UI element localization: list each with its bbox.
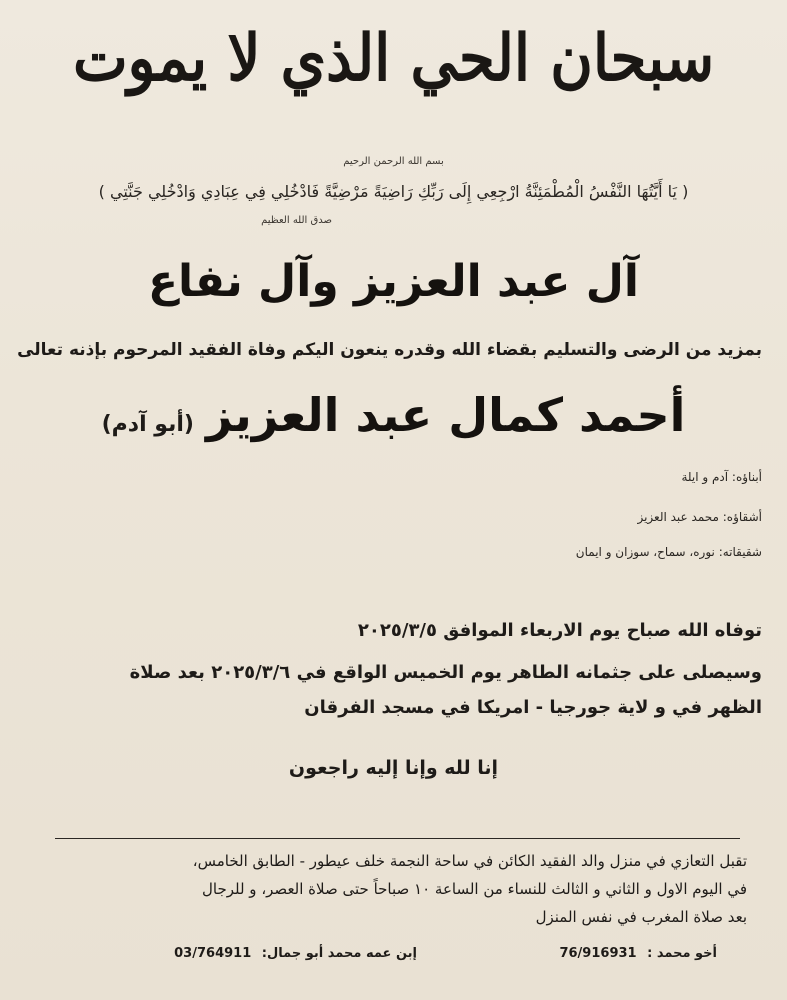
brother-contact-label: أخو محمد : — [647, 946, 717, 961]
closing-phrase: إنا لله وإنا إليه راجعون — [288, 757, 499, 779]
deceased-nickname: (أبو آدم) — [101, 412, 194, 437]
cousin-phone-number: 03/764911 — [174, 946, 252, 961]
family-names: آل عبد العزيز وآل نفاع — [147, 256, 640, 307]
brothers-line: أشقاؤه: محمد عبد العزيز — [637, 510, 762, 524]
divider-line — [55, 838, 740, 839]
brother-contact — [559, 946, 717, 961]
cousin-contact-label: إبن عمه محمد أبو جمال: — [261, 946, 417, 961]
funeral-prayer-line-1: وسيصلى على جثمانه الطاهر يوم الخميس الواقع في ٢٠٢٥/٣/٦ بعد صلاة — [129, 662, 762, 683]
announcement-text: بمزيد من الرضى والتسليم بقضاء الله وقدره ينعون اليكم وفاة الفقيد المرحوم بإذنه تعالى — [17, 340, 762, 360]
sisters-line: شقيقاته: نوره، سماح، سوزان و ايمان — [575, 545, 762, 559]
quran-verse: ( يَا أَيَّتُهَا النَّفْسُ الْمُطْمَئِنَّةُ ارْجِعِي إِلَى رَبِّكِ رَاضِيَةً مَرْضِيَّةً فَادْخُلِي فِي عِبَادِي وَادْخُلِي جَنَّتِي ) — [98, 182, 689, 201]
funeral-prayer-line-2: الظهر في و لاية جورجيا - امريكا في مسجد الفرقان — [304, 697, 762, 718]
condolence-line-3: بعد صلاة المغرب في نفس المنزل — [535, 908, 747, 926]
deceased-name: أحمد كمال عبد العزيز — [205, 388, 686, 442]
condolence-line-1: تقبل التعازي في منزل والد الفقيد الكائن في ساحة النجمة خلف عيطور - الطابق الخامس، — [192, 852, 747, 870]
condolence-line-2: في اليوم الاول و الثاني و الثالث للنساء من الساعة ١٠ صباحاً حتى صلاة العصر، و للرجال — [201, 880, 747, 898]
children-line: أبناؤه: آدم و ايلة — [681, 470, 762, 484]
brother-phone-number: 76/916931 — [559, 946, 637, 961]
verse-closing: صدق الله العظيم — [261, 215, 332, 226]
calligraphy-heading: سبحان الحي الذي لا يموت — [72, 20, 715, 96]
basmala: بسم الله الرحمن الرحيم — [343, 156, 444, 167]
cousin-contact — [174, 946, 417, 961]
deceased-block — [0, 388, 787, 442]
death-date-line: توفاه الله صباح يوم الاربعاء الموافق ٢٠٢٥/٣/٥ — [357, 620, 762, 641]
